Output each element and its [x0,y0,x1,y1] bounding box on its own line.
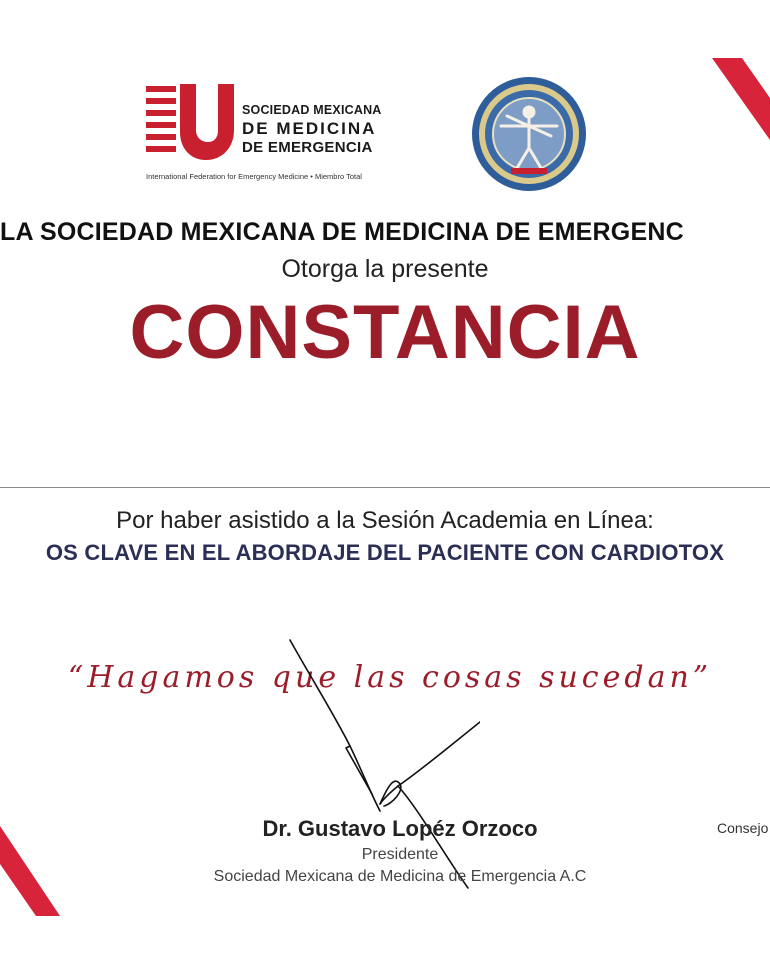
vitruvian-seal-icon [471,76,587,192]
signatory-organization: Sociedad Mexicana de Medicina de Emergencia A.C [213,868,587,885]
logo-wordmark [242,104,382,155]
second-signatory-fragment: Consejo [717,820,769,836]
certificate-title: CONSTANCIA [129,290,641,375]
signatory-role: Presidente [361,846,439,863]
logo-line-3: DE EMERGENCIA [242,138,373,156]
attendance-text: Por haber asistido a la Sesión Academia en Línea: [116,507,654,534]
session-title: OS CLAVE EN EL ABORDAJE DEL PACIENTE CON CARDIOTOX [45,540,725,565]
society-logo [146,84,386,184]
logo-line-1: SOCIEDAD MEXICANA [242,103,382,117]
motto: “Hagamos que las cosas sucedan” [67,660,713,695]
divider [0,487,770,488]
signatory-name: Dr. Gustavo Lopéz Orzoco [262,816,538,841]
organization-heading: LA SOCIEDAD MEXICANA DE MEDICINA DE EMERGENC [0,218,684,246]
corner-accent-top-right [712,58,770,140]
logo-line-2: DE MEDICINA [242,118,377,138]
grant-line: Otorga la presente [281,255,489,283]
logo-tagline: International Federation for Emergency Medicine • Miembro Total [146,172,362,181]
u-emblem-icon [146,84,234,160]
